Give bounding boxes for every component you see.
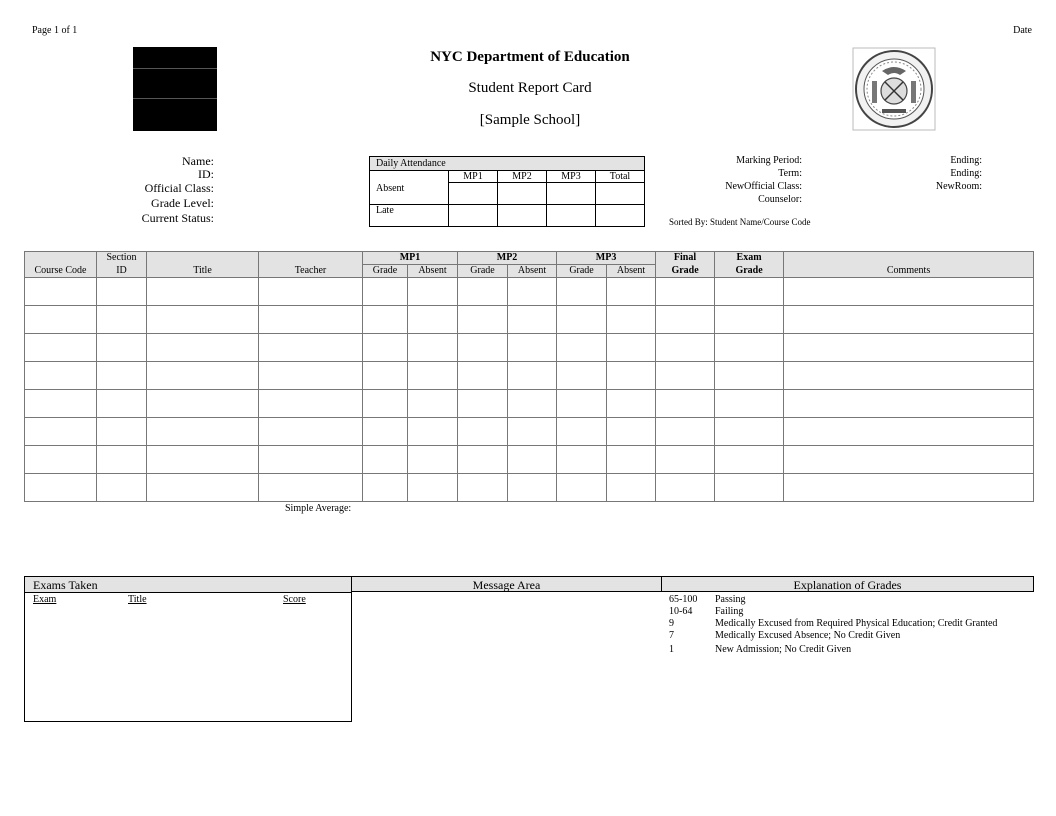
ending-label-2: Ending: — [950, 168, 982, 179]
header-mp1-absent: Absent — [408, 265, 458, 278]
id-label: ID: — [198, 167, 214, 181]
header-title: Title — [147, 265, 259, 278]
table-cell — [715, 334, 784, 362]
term-label: Term: — [778, 168, 802, 179]
city-seal-icon — [852, 47, 936, 131]
table-cell — [25, 418, 97, 446]
table-cell — [557, 390, 607, 418]
table-cell — [557, 362, 607, 390]
table-cell — [656, 446, 715, 474]
grade-description: Passing — [715, 594, 746, 605]
table-cell — [408, 418, 458, 446]
table-cell — [363, 334, 408, 362]
header-final: Final — [656, 252, 715, 265]
header-mp2-absent: Absent — [508, 265, 557, 278]
sorted-by: Sorted By: Student Name/Course Code — [669, 217, 811, 227]
marking-period-label: Marking Period: — [736, 155, 802, 166]
ending-label-1: Ending: — [950, 155, 982, 166]
new-official-class-label: NewOfficial Class: — [725, 181, 802, 192]
table-cell — [408, 446, 458, 474]
grade-level-label: Grade Level: — [151, 196, 214, 210]
table-cell — [656, 362, 715, 390]
table-cell — [557, 474, 607, 502]
table-cell — [147, 390, 259, 418]
table-cell — [25, 306, 97, 334]
table-cell — [557, 418, 607, 446]
table-cell — [508, 278, 557, 306]
table-cell — [607, 362, 656, 390]
table-cell — [147, 474, 259, 502]
table-cell — [458, 390, 508, 418]
attendance-col-mp1: MP1 — [449, 171, 498, 183]
table-cell — [97, 278, 147, 306]
header-mp2-grade: Grade — [458, 265, 508, 278]
table-cell — [259, 474, 363, 502]
header-mp1: MP1 — [363, 252, 458, 265]
table-cell — [557, 334, 607, 362]
attendance-title: Daily Attendance — [370, 157, 645, 171]
school-name: [Sample School] — [479, 112, 581, 128]
table-cell — [607, 278, 656, 306]
counselor-label: Counselor: — [758, 194, 802, 205]
table-cell — [656, 278, 715, 306]
page-indicator: Page 1 of 1 — [32, 25, 78, 36]
table-cell — [784, 446, 1034, 474]
table-cell — [715, 474, 784, 502]
table-cell — [259, 418, 363, 446]
report-title: Student Report Card — [468, 80, 592, 96]
attendance-table — [369, 156, 645, 227]
table-cell — [408, 306, 458, 334]
header-final-grade: Grade — [656, 265, 715, 278]
table-cell — [147, 306, 259, 334]
exams-col-title: Title — [128, 594, 147, 605]
table-cell — [25, 446, 97, 474]
table-cell — [715, 418, 784, 446]
table-cell — [408, 362, 458, 390]
table-cell — [715, 390, 784, 418]
table-cell — [25, 390, 97, 418]
table-cell — [147, 418, 259, 446]
table-cell — [408, 390, 458, 418]
table-cell — [607, 334, 656, 362]
table-cell — [458, 306, 508, 334]
table-cell — [784, 390, 1034, 418]
table-cell — [607, 418, 656, 446]
table-cell — [147, 362, 259, 390]
header-section-id: ID — [97, 265, 147, 278]
grade-code: 1 — [669, 644, 674, 655]
table-cell — [656, 390, 715, 418]
table-cell — [363, 418, 408, 446]
school-logo — [133, 47, 217, 131]
header-course-code: Course Code — [25, 265, 97, 278]
table-cell — [458, 446, 508, 474]
table-cell — [784, 306, 1034, 334]
department-title: NYC Department of Education — [430, 49, 630, 65]
exams-taken-title: Exams Taken — [25, 577, 351, 593]
header-mp2: MP2 — [458, 252, 557, 265]
table-cell — [97, 334, 147, 362]
header-section: Section — [97, 252, 147, 265]
table-cell — [97, 446, 147, 474]
name-label: Name: — [182, 154, 214, 168]
table-cell — [147, 334, 259, 362]
table-cell — [715, 446, 784, 474]
official-class-label: Official Class: — [144, 181, 214, 195]
exams-taken-box — [24, 576, 352, 722]
simple-average-label: Simple Average: — [285, 503, 352, 514]
table-row — [25, 362, 1034, 390]
table-cell — [784, 334, 1034, 362]
header-comments: Comments — [784, 265, 1034, 278]
table-cell — [25, 278, 97, 306]
attendance-col-mp2: MP2 — [498, 171, 547, 183]
table-cell — [363, 390, 408, 418]
table-cell — [25, 362, 97, 390]
date-label: Date — [1013, 25, 1032, 36]
table-cell — [408, 334, 458, 362]
table-cell — [557, 278, 607, 306]
table-cell — [508, 474, 557, 502]
header-exam: Exam — [715, 252, 784, 265]
table-cell — [508, 446, 557, 474]
attendance-row-late: Late — [370, 205, 449, 227]
attendance-col-total: Total — [596, 171, 645, 183]
table-cell — [363, 474, 408, 502]
table-cell — [259, 446, 363, 474]
table-cell — [508, 362, 557, 390]
exams-col-score: Score — [283, 594, 306, 605]
table-cell — [607, 446, 656, 474]
table-cell — [607, 306, 656, 334]
header-mp3-grade: Grade — [557, 265, 607, 278]
table-cell — [259, 390, 363, 418]
table-cell — [363, 306, 408, 334]
table-cell — [259, 278, 363, 306]
table-cell — [508, 390, 557, 418]
grade-description: New Admission; No Credit Given — [715, 644, 852, 655]
table-cell — [557, 306, 607, 334]
header-mp3: MP3 — [557, 252, 656, 265]
table-cell — [607, 474, 656, 502]
table-cell — [147, 446, 259, 474]
table-cell — [363, 278, 408, 306]
table-cell — [259, 306, 363, 334]
table-cell — [363, 362, 408, 390]
table-cell — [508, 334, 557, 362]
exams-col-exam: Exam — [33, 594, 57, 605]
header-teacher: Teacher — [259, 265, 363, 278]
course-grid — [24, 251, 1034, 502]
attendance-row-absent: Absent — [370, 183, 449, 205]
table-cell — [715, 278, 784, 306]
table-cell — [508, 306, 557, 334]
table-cell — [97, 390, 147, 418]
table-cell — [25, 474, 97, 502]
header-mp3-absent: Absent — [607, 265, 656, 278]
table-cell — [784, 474, 1034, 502]
table-cell — [97, 418, 147, 446]
table-cell — [557, 446, 607, 474]
table-cell — [656, 474, 715, 502]
table-cell — [97, 474, 147, 502]
table-cell — [784, 418, 1034, 446]
table-cell — [458, 334, 508, 362]
table-cell — [508, 418, 557, 446]
header-exam-grade: Grade — [715, 265, 784, 278]
table-row — [25, 306, 1034, 334]
grade-code: 9 — [669, 618, 674, 629]
message-area-title: Message Area — [351, 576, 662, 592]
current-status-label: Current Status: — [141, 211, 214, 225]
grade-description: Medically Excused from Required Physical Education; Credit Granted — [715, 618, 998, 629]
table-cell — [656, 334, 715, 362]
table-cell — [408, 278, 458, 306]
grade-description: Medically Excused Absence; No Credit Given — [715, 630, 901, 641]
table-cell — [25, 334, 97, 362]
grade-code: 7 — [669, 630, 674, 641]
table-cell — [408, 474, 458, 502]
table-cell — [97, 306, 147, 334]
table-cell — [458, 474, 508, 502]
header-mp1-grade: Grade — [363, 265, 408, 278]
table-row — [25, 446, 1034, 474]
grade-code: 10-64 — [669, 606, 693, 617]
table-cell — [784, 362, 1034, 390]
table-cell — [656, 306, 715, 334]
table-cell — [656, 418, 715, 446]
new-room-label: NewRoom: — [935, 181, 982, 192]
table-cell — [97, 362, 147, 390]
table-row — [25, 418, 1034, 446]
attendance-col-mp3: MP3 — [547, 171, 596, 183]
grade-code: 65-100 — [669, 594, 698, 605]
table-cell — [458, 418, 508, 446]
table-cell — [458, 362, 508, 390]
table-cell — [715, 306, 784, 334]
explanation-title: Explanation of Grades — [661, 576, 1034, 592]
table-cell — [458, 278, 508, 306]
table-cell — [715, 362, 784, 390]
table-cell — [784, 278, 1034, 306]
table-row — [25, 278, 1034, 306]
table-cell — [363, 446, 408, 474]
table-cell — [607, 390, 656, 418]
table-row — [25, 334, 1034, 362]
table-cell — [147, 278, 259, 306]
table-cell — [259, 334, 363, 362]
table-row — [25, 474, 1034, 502]
table-row — [25, 390, 1034, 418]
table-cell — [259, 362, 363, 390]
grade-description: Failing — [715, 606, 744, 617]
